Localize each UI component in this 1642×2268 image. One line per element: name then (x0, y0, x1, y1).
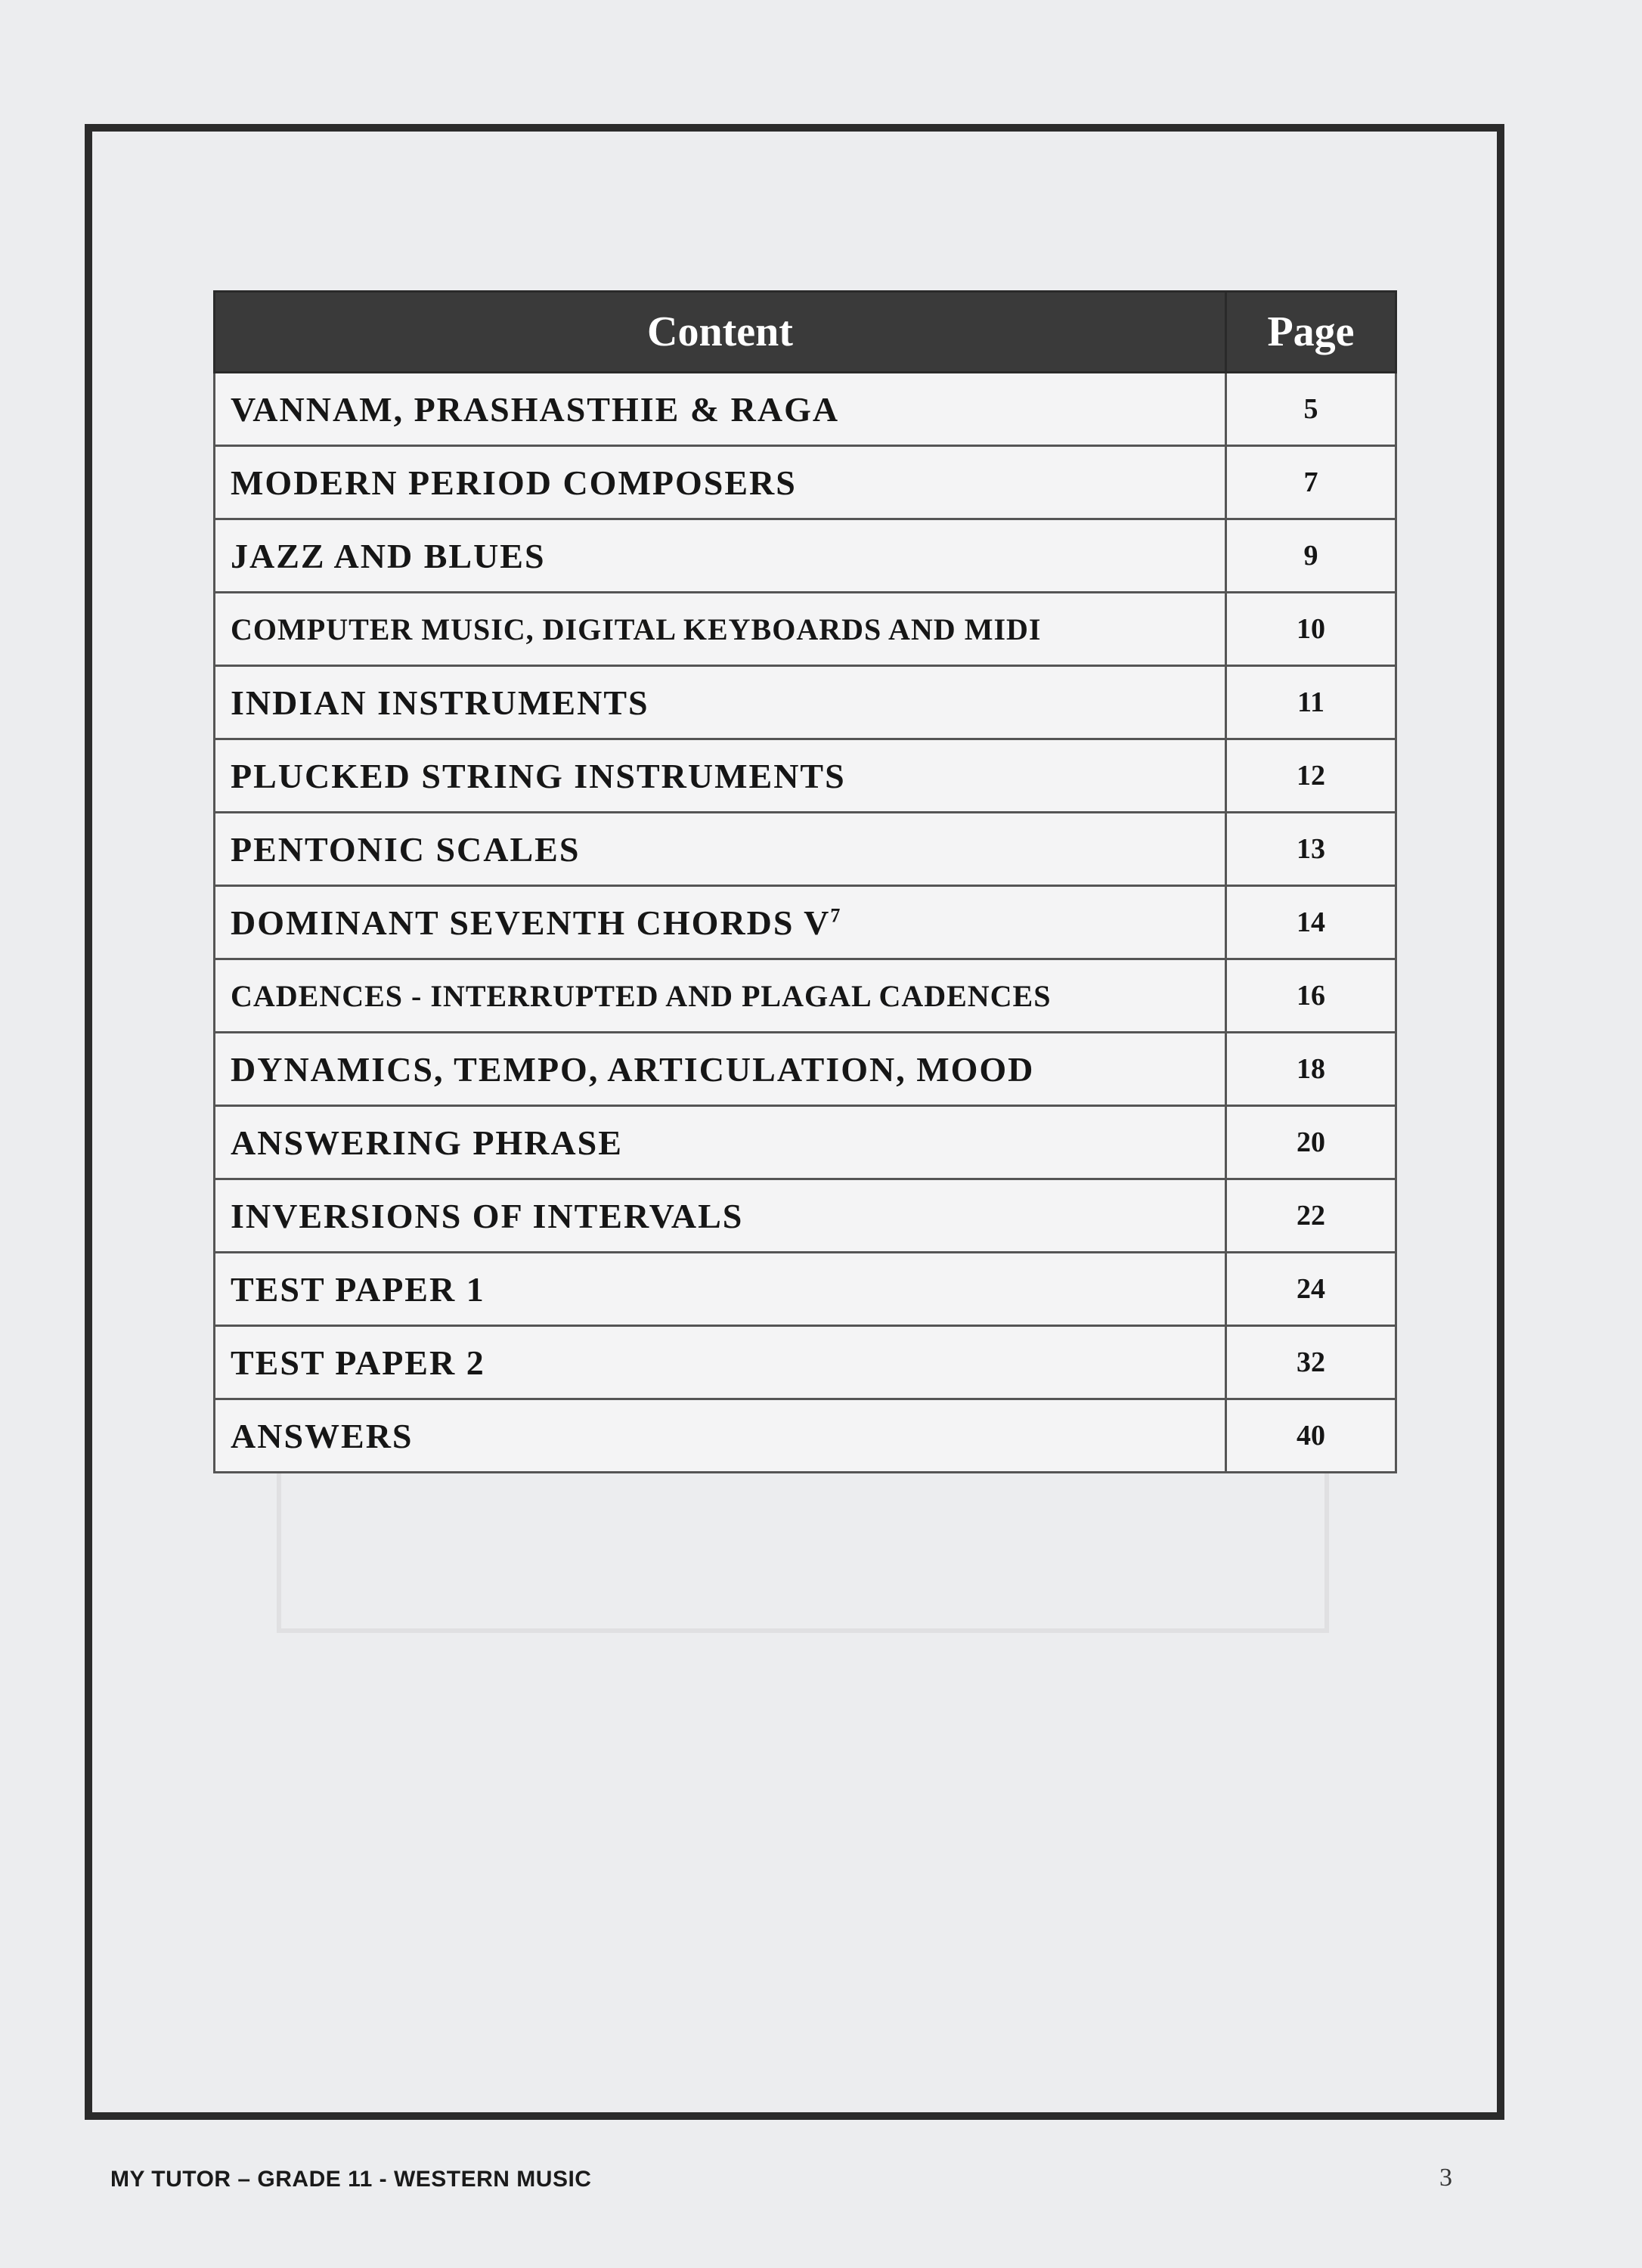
toc-entry-page: 40 (1226, 1399, 1396, 1473)
page-header: Page (1226, 292, 1396, 373)
table-row (215, 1399, 1396, 1473)
toc-entry-title-text: DOMINANT SEVENTH CHORDS V (231, 903, 831, 942)
toc-entry-superscript: 7 (830, 904, 842, 927)
content-header: Content (215, 292, 1226, 373)
toc-entry-title (215, 1326, 1226, 1399)
toc-entry-title (215, 1179, 1226, 1253)
toc-entry-title (215, 593, 1226, 666)
toc-entry-title (215, 886, 1226, 959)
toc-entry-title-text: ANSWERS (231, 1416, 414, 1455)
toc-entry-title (215, 959, 1226, 1033)
toc-entry-title-text: PLUCKED STRING INSTRUMENTS (231, 756, 846, 795)
table-row (215, 1179, 1396, 1253)
toc-entry-title-text: INVERSIONS OF INTERVALS (231, 1196, 744, 1235)
toc-entry-title-text: MODERN PERIOD COMPOSERS (231, 463, 797, 502)
toc-entry-page: 20 (1226, 1106, 1396, 1179)
toc-entry-title (215, 739, 1226, 813)
toc-entry-title-text: TEST PAPER 1 (231, 1269, 485, 1309)
toc-entry-page: 18 (1226, 1033, 1396, 1106)
table-row (215, 1253, 1396, 1326)
table-row (215, 593, 1396, 666)
toc-entry-title (215, 519, 1226, 593)
contents-table (213, 290, 1397, 1473)
toc-entry-page: 32 (1226, 1326, 1396, 1399)
toc-entry-page: 7 (1226, 446, 1396, 519)
toc-entry-page: 10 (1226, 593, 1396, 666)
table-row (215, 1033, 1396, 1106)
table-row (215, 813, 1396, 886)
footer-page-number: 3 (1439, 2164, 1452, 2192)
toc-entry-title (215, 1399, 1226, 1473)
toc-entry-page: 13 (1226, 813, 1396, 886)
toc-entry-title-text: INDIAN INSTRUMENTS (231, 683, 649, 722)
toc-entry-title-text: TEST PAPER 2 (231, 1343, 485, 1382)
toc-entry-title (215, 1033, 1226, 1106)
toc-entry-page: 16 (1226, 959, 1396, 1033)
footer-title: MY TUTOR – GRADE 11 - WESTERN MUSIC (110, 2167, 592, 2192)
toc-entry-page: 9 (1226, 519, 1396, 593)
toc-entry-title-text: VANNAM, PRASHASTHIE & RAGA (231, 389, 840, 429)
toc-entry-title-text: PENTONIC SCALES (231, 829, 581, 869)
toc-entry-page: 12 (1226, 739, 1396, 813)
toc-entry-page: 22 (1226, 1179, 1396, 1253)
table-row (215, 959, 1396, 1033)
table-row (215, 1326, 1396, 1399)
toc-entry-title (215, 666, 1226, 739)
toc-entry-page: 14 (1226, 886, 1396, 959)
toc-entry-title (215, 813, 1226, 886)
toc-entry-title (215, 1253, 1226, 1326)
table-row (215, 446, 1396, 519)
toc-entry-page: 11 (1226, 666, 1396, 739)
table-row (215, 739, 1396, 813)
toc-entry-title (215, 446, 1226, 519)
toc-entry-title (215, 1106, 1226, 1179)
table-row (215, 1106, 1396, 1179)
toc-entry-page: 24 (1226, 1253, 1396, 1326)
table-header-row (215, 292, 1396, 373)
table-row (215, 519, 1396, 593)
toc-entry-title-text: CADENCES - INTERRUPTED AND PLAGAL CADENCES (231, 978, 1052, 1013)
table-row (215, 886, 1396, 959)
toc-entry-title-text: ANSWERING PHRASE (231, 1123, 623, 1162)
toc-entry-title (215, 373, 1226, 446)
toc-entry-title-text: COMPUTER MUSIC, DIGITAL KEYBOARDS AND MIDI (231, 612, 1042, 646)
table-row (215, 373, 1396, 446)
toc-entry-page: 5 (1226, 373, 1396, 446)
toc-entry-title-text: DYNAMICS, TEMPO, ARTICULATION, MOOD (231, 1049, 1035, 1089)
table-row (215, 666, 1396, 739)
toc-entry-title-text: JAZZ AND BLUES (231, 536, 546, 575)
